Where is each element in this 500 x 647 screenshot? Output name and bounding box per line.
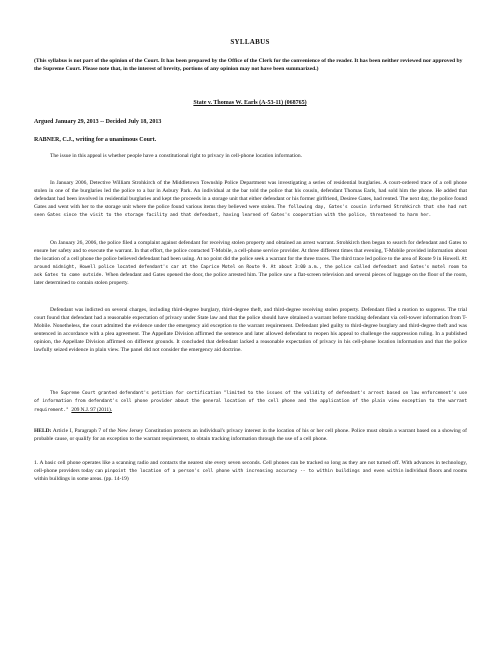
held-label: HELD: bbox=[34, 428, 52, 434]
facts-2-text-a: On January 26, 2006, the police filed a complaint against defendant for receiving stolen property and obtained an arrest warrant. Strohkirch then began to search for defendant and Gates to ensure her safety and to execute the warrant. In that effort, the police contacted T-Mobile, a cell-phone service provider. At three different times that evening, T-Mobile provided information about the location of a cell phone the police believed defendant had been using. At no point did the police seek a warrant for the three traces. The third trace led police to the area of Route 9 in Howell. bbox=[34, 240, 467, 262]
certification-paragraph bbox=[34, 390, 467, 415]
author-line: RABNER, C.J., writing for a unanimous Court. bbox=[34, 137, 157, 143]
syllabus-title: SYLLABUS bbox=[230, 38, 270, 46]
procedural-paragraph bbox=[34, 307, 467, 354]
analysis-1-text-b: individual floors and rooms within buildings in some areas. bbox=[34, 467, 468, 482]
facts-paragraph-2 bbox=[34, 240, 467, 287]
facts-2-text-b: When defendant and Gates opened the door, the police arrested him. The police saw a flat-screen television and several pieces of luggage on the floor of the room, later determined to contain stolen property. bbox=[34, 271, 468, 286]
facts-1-text: In January 2006, Detective William Strohkirch of the Middletown Township Police Department was investigating a series of residential burglaries. A court-ordered trace of a cell phone stolen in one of the burglaries led the police to a bar in Asbury Park. An individual at the bar told the police that his cousin, defendant Thomas Earls, had sold him the phone. He added that defendant had been involved in residential burglaries and kept the proceeds in a storage unit that either defendant or his former girlfriend, Desiree Gates, had rented. The next day, the police found Gates and went with her to the storage unit where the police found various items they believed were stolen. bbox=[34, 180, 467, 210]
page-reference: (pp. 14-19) bbox=[103, 475, 129, 482]
case-caption: State v. Thomas W. Earls (A-53-11) (068765) bbox=[193, 100, 307, 106]
procedural-text: Defendant was indicted on several charges, including third-degree burglary, third-degree theft, and third-degree receiving stolen property. Defendant filed a motion to suppress. The trial court found that defendant had a reasonable expectation of privacy under State law and that the police should have obtained a warrant before tracking defendant via cell-tower information from T-Mobile. Nonetheless, the court admitted the evidence under the emergency aid exception to the warrant requirement. Defendant pled guilty to third-degree burglary and third-degree theft and was sentenced in accordance with a plea agreement. The Appellate Division affirmed the sentence and later allowed defendant to reopen his appeal to challenge the suppression ruling. In a published opinion, the Appellate Division affirmed on different grounds. It concluded that defendant lacked a reasonable expectation of privacy in his cell-phone location information and that the police lawfully seized evidence in plain view. The panel did not consider the emergency aid doctrine. bbox=[34, 307, 467, 353]
syllabus-disclaimer: (This syllabus is not part of the opinion of the Court. It has been prepared by the Office of the Clerk for the convenience of the reader. It has been neither reviewed nor approved by the Supreme Court. Please note that, in the interest of brevity, portions of any opinion may not have been summarized.) bbox=[34, 58, 463, 73]
held-text: Article I, Paragraph 7 of the New Jersey Constitution protects an individual's privacy interest in the location of his or her cell phone. Police must obtain a warrant based on a showing of probable cause, or qualify for an exception to the warrant requirement, to obtain tracking information through the use of a cell phone. bbox=[34, 428, 467, 442]
argued-decided-line: Argued January 29, 2013 -- Decided July 18, 2013 bbox=[34, 119, 162, 125]
held-paragraph bbox=[34, 428, 467, 444]
facts-2-typed-text: At around midnight, Howell police located defendant's car at the Caprice Motel on Route 9. At about 3:00 a.m., the police called defendant and Gates's motel room to ask Gates to come outside. bbox=[34, 256, 468, 278]
certification-text: The Supreme Court granted defendant's petition for certification "limited to the issues of the validity of defendant's arrest based on law enforcement's use of information from defendant's cell phone provider about the general location of the cell phone and the application of the plain view exception to the warrant requirement." bbox=[34, 391, 467, 413]
analysis-paragraph-1 bbox=[34, 460, 467, 484]
analysis-1-typed-text: pinpoint the location of a person's cell phone with increasing accuracy -- to within buildings and even within bbox=[104, 468, 404, 474]
facts-1-typed-text: The following day, Gates's cousin informed Strohkirch that she had not seen Gates since the visit to the storage facility and that defendant, having learned of Gates's cooperation with the police, threatened to harm her. bbox=[34, 204, 467, 218]
issue-text: The issue in this appeal is whether people have a constitutional right to privacy in cell-phone location information. bbox=[50, 153, 303, 159]
analysis-1-text-a: 1. A basic cell phone operates like a scanning radio and contacts the nearest site every seven seconds. Cell phones can be tracked so long as they are not turned off. With advances in technology, cell-phone providers today can bbox=[34, 460, 467, 474]
facts-paragraph-1 bbox=[34, 180, 467, 220]
issue-paragraph bbox=[34, 153, 467, 161]
certification-cite: 209 N.J. 97 (2011). bbox=[71, 407, 112, 413]
